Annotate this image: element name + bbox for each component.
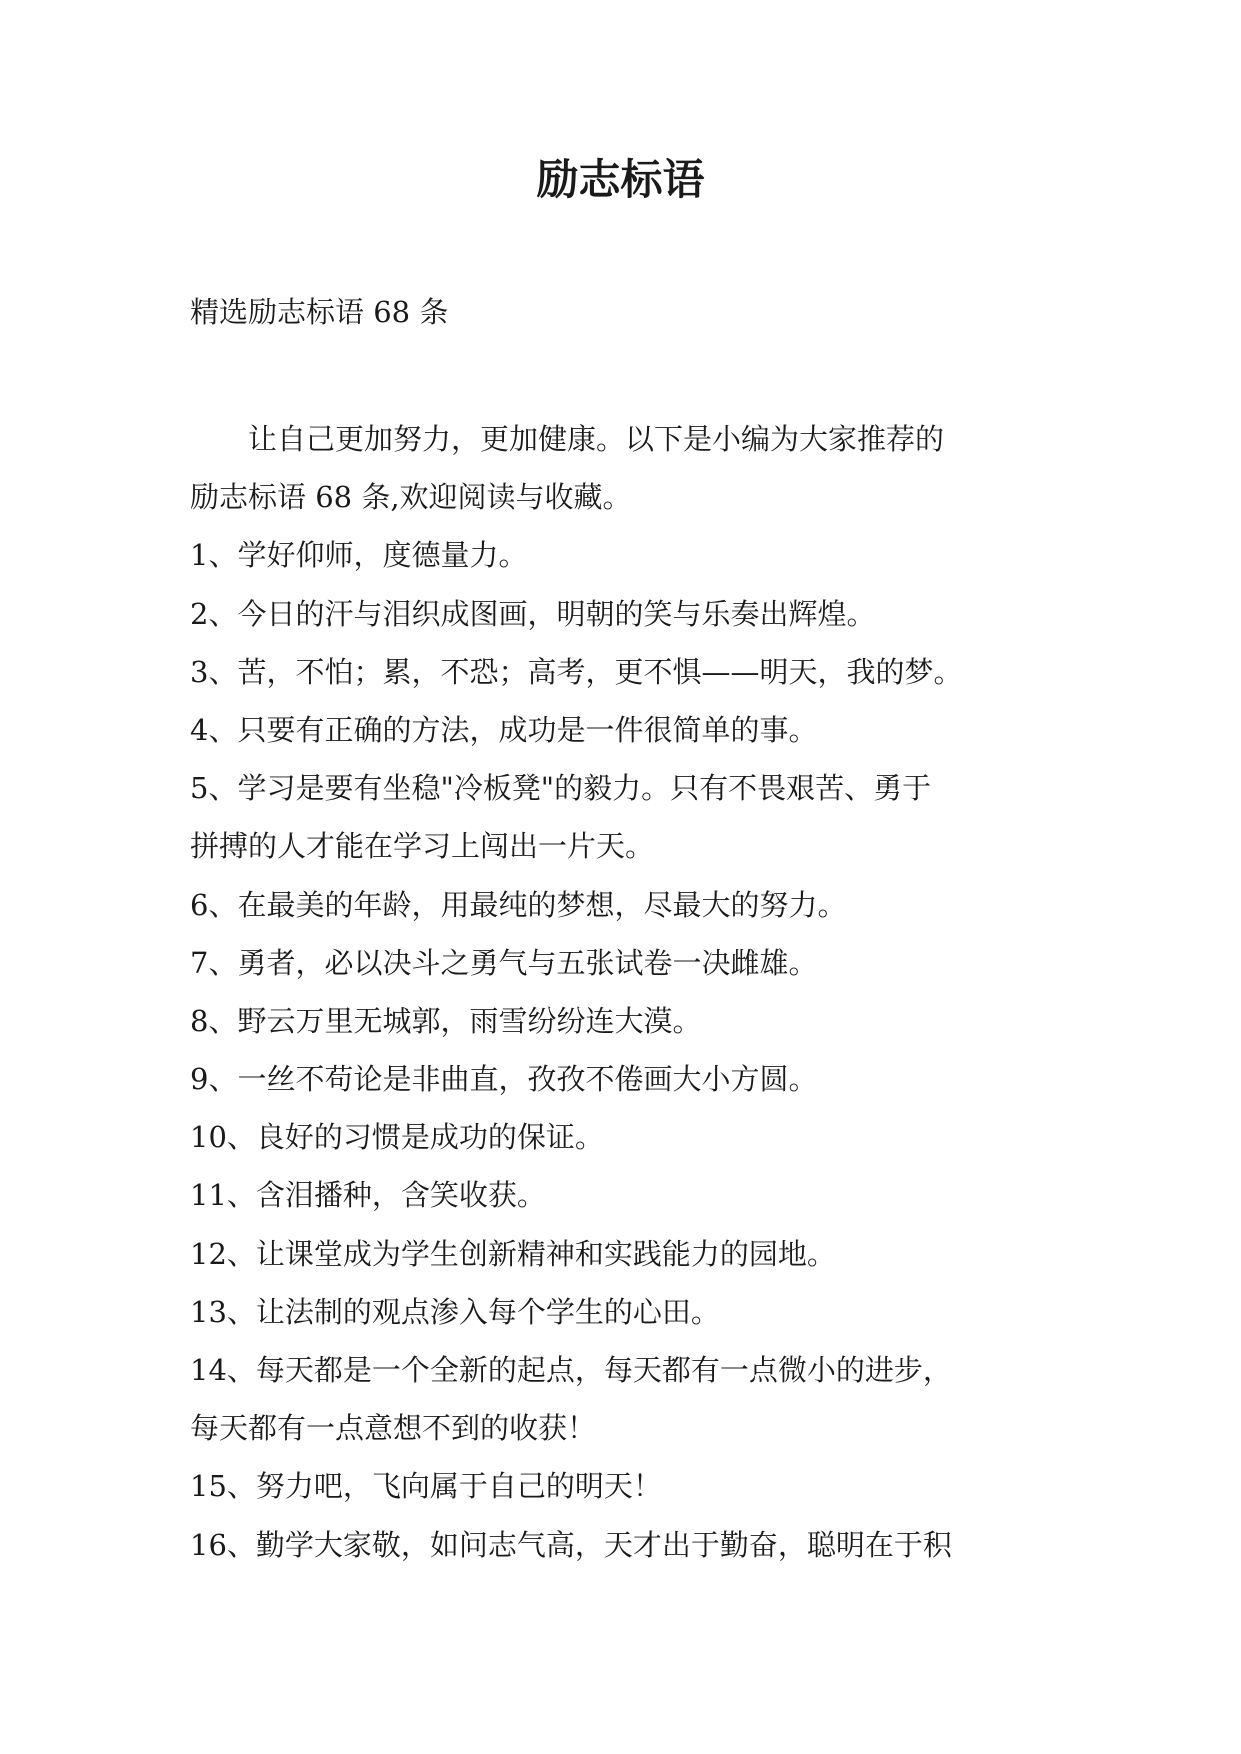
slogan-line: 7、勇者，必以决斗之勇气与五张试卷一决雌雄。 xyxy=(190,945,818,980)
slogan-line: 9、一丝不苟论是非曲直，孜孜不倦画大小方圆。 xyxy=(190,1062,818,1097)
intro-line: 让自己更加努力，更加健康。以下是小编为大家推荐的 xyxy=(248,422,945,456)
slogan-line: 16、勤学大家敬，如问志气高，天才出于勤奋，聪明在于积 xyxy=(190,1527,952,1562)
document-subtitle: 精选励志标语 68 条 xyxy=(190,295,449,329)
intro-line: 励志标语 68 条,欢迎阅读与收藏。 xyxy=(190,480,632,515)
slogan-line: 15、努力吧，飞向属于自己的明天！ xyxy=(190,1469,662,1504)
slogan-line: 8、野云万里无城郭，雨雪纷纷连大漠。 xyxy=(190,1003,702,1038)
slogan-line: 拼搏的人才能在学习上闯出一片天。 xyxy=(190,829,655,864)
slogan-line: 1、学好仰师，度德量力。 xyxy=(190,538,528,573)
slogan-line: 13、让法制的观点渗入每个学生的心田。 xyxy=(190,1294,720,1329)
slogan-line: 14、每天都是一个全新的起点，每天都有一点微小的进步， xyxy=(190,1353,952,1387)
slogan-line: 6、在最美的年龄，用最纯的梦想，尽最大的努力。 xyxy=(190,887,847,922)
slogan-line: 2、今日的汗与泪织成图画，明朝的笑与乐奏出辉煌。 xyxy=(190,596,876,631)
slogan-line: 5、学习是要有坐稳"冷板凳"的毅力。只有不畏艰苦、勇于 xyxy=(190,771,932,806)
slogan-line: 10、良好的习惯是成功的保证。 xyxy=(190,1120,604,1155)
slogan-line: 4、只要有正确的方法，成功是一件很简单的事。 xyxy=(190,712,818,747)
slogan-line: 12、让课堂成为学生创新精神和实践能力的园地。 xyxy=(190,1236,836,1271)
slogan-line: 每天都有一点意想不到的收获！ xyxy=(190,1411,597,1446)
document-body xyxy=(190,410,1070,1574)
document-title: 励志标语 xyxy=(536,155,705,204)
slogan-line: 11、含泪播种，含笑收获。 xyxy=(190,1178,546,1213)
slogan-line: 3、苦，不怕；累，不恐；高考，更不惧——明天，我的梦。 xyxy=(190,654,963,689)
